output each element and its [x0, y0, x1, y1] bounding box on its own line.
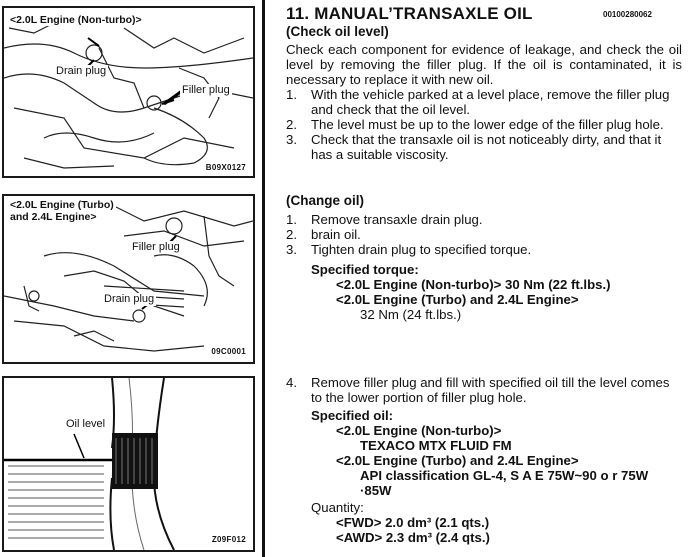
figure-code: Z09F012 — [211, 535, 246, 544]
list-item — [286, 227, 682, 242]
change-heading: (Change oil) — [286, 193, 364, 208]
figure-caption-line1: <2.0L Engine (Turbo) — [10, 199, 114, 211]
quantity-fwd: <FWD> 2.0 dm³ (2.1 qts.) — [336, 515, 490, 530]
change-oil-section — [286, 193, 682, 322]
list-item — [286, 212, 682, 227]
column-divider — [262, 0, 265, 557]
step-number: 2. — [286, 227, 297, 242]
list-item — [286, 87, 682, 117]
figure-nonturbo — [2, 6, 255, 178]
page-title: 11. MANUAL’TRANSAXLE OIL — [286, 4, 533, 23]
step-number: 4. — [286, 375, 297, 390]
figure-turbo — [2, 194, 255, 364]
oil-spec-label: Specified oil: — [311, 408, 394, 423]
document-number: 00100280062 — [603, 10, 652, 19]
list-item — [286, 375, 682, 405]
check-intro: Check each component for evidence of leakage, and check the oil level by removing the filler plug. If the oil is contaminated, it is necessary to replace it with new oil. — [286, 42, 682, 87]
torque-label: Specified torque: — [311, 262, 419, 277]
step-text: Tighten drain plug to specified torque. — [311, 242, 532, 257]
drain-plug-label: Drain plug — [56, 65, 107, 77]
list-item — [286, 242, 682, 257]
oil-turbo-value: API classification GL-4, S A E 75W~90 o r 75W ·85W — [360, 468, 649, 498]
fill-oil-section — [286, 375, 682, 545]
torque-turbo-value: 32 Nm (24 ft.lbs.) — [360, 307, 462, 322]
oil-level-illustration — [4, 378, 253, 550]
figure-caption-line2: and 2.4L Engine> — [10, 211, 97, 223]
drain-plug-label: Drain plug — [104, 293, 155, 305]
check-steps — [286, 87, 682, 162]
list-item — [286, 132, 682, 162]
step-number: 1. — [286, 87, 297, 102]
step-text: brain oil. — [311, 227, 361, 242]
quantity-awd: <AWD> 2.3 dm³ (2.4 qts.) — [336, 530, 490, 545]
step-number: 3. — [286, 132, 297, 147]
figure-oil-level — [2, 376, 255, 552]
step-text: Remove transaxle drain plug. — [311, 212, 483, 227]
step-number: 2. — [286, 117, 297, 132]
figure-code: 09C0001 — [211, 347, 246, 356]
step-text: Remove filler plug and fill with specified oil till the level comes to the lower portion of filler plug hole. — [311, 375, 670, 405]
step-text: Check that the transaxle oil is not noticeably dirty, and that it has a suitable viscosity. — [311, 132, 662, 162]
torque-turbo-label: <2.0L Engine (Turbo) and 2.4L Engine> — [336, 292, 579, 307]
list-item — [286, 117, 682, 132]
oil-turbo-label: <2.0L Engine (Turbo) and 2.4L Engine> — [336, 453, 579, 468]
step-number: 1. — [286, 212, 297, 227]
torque-nonturbo: <2.0L Engine (Non-turbo)> 30 Nm (22 ft.lbs.) — [336, 277, 611, 292]
fill-steps — [286, 375, 682, 405]
check-oil-section — [286, 6, 682, 162]
step-text: With the vehicle parked at a level place, remove the filler plug and check that the oil level. — [311, 87, 670, 117]
quantity-label: Quantity: — [311, 500, 364, 515]
figure-code: B09X0127 — [205, 163, 246, 172]
filler-plug-label: Filler plug — [132, 241, 180, 253]
filler-plug-label: Filler plug — [182, 84, 230, 96]
oil-nonturbo-value: TEXACO MTX FLUID FM — [360, 438, 512, 453]
figure-caption: <2.0L Engine (Non-turbo)> — [10, 14, 142, 26]
step-number: 3. — [286, 242, 297, 257]
check-heading: (Check oil level) — [286, 24, 389, 39]
oil-nonturbo-label: <2.0L Engine (Non-turbo)> — [336, 423, 502, 438]
step-text: The level must be up to the lower edge of the filler plug hole. — [311, 117, 664, 132]
oil-level-label: Oil level — [66, 418, 106, 430]
change-steps — [286, 212, 682, 257]
